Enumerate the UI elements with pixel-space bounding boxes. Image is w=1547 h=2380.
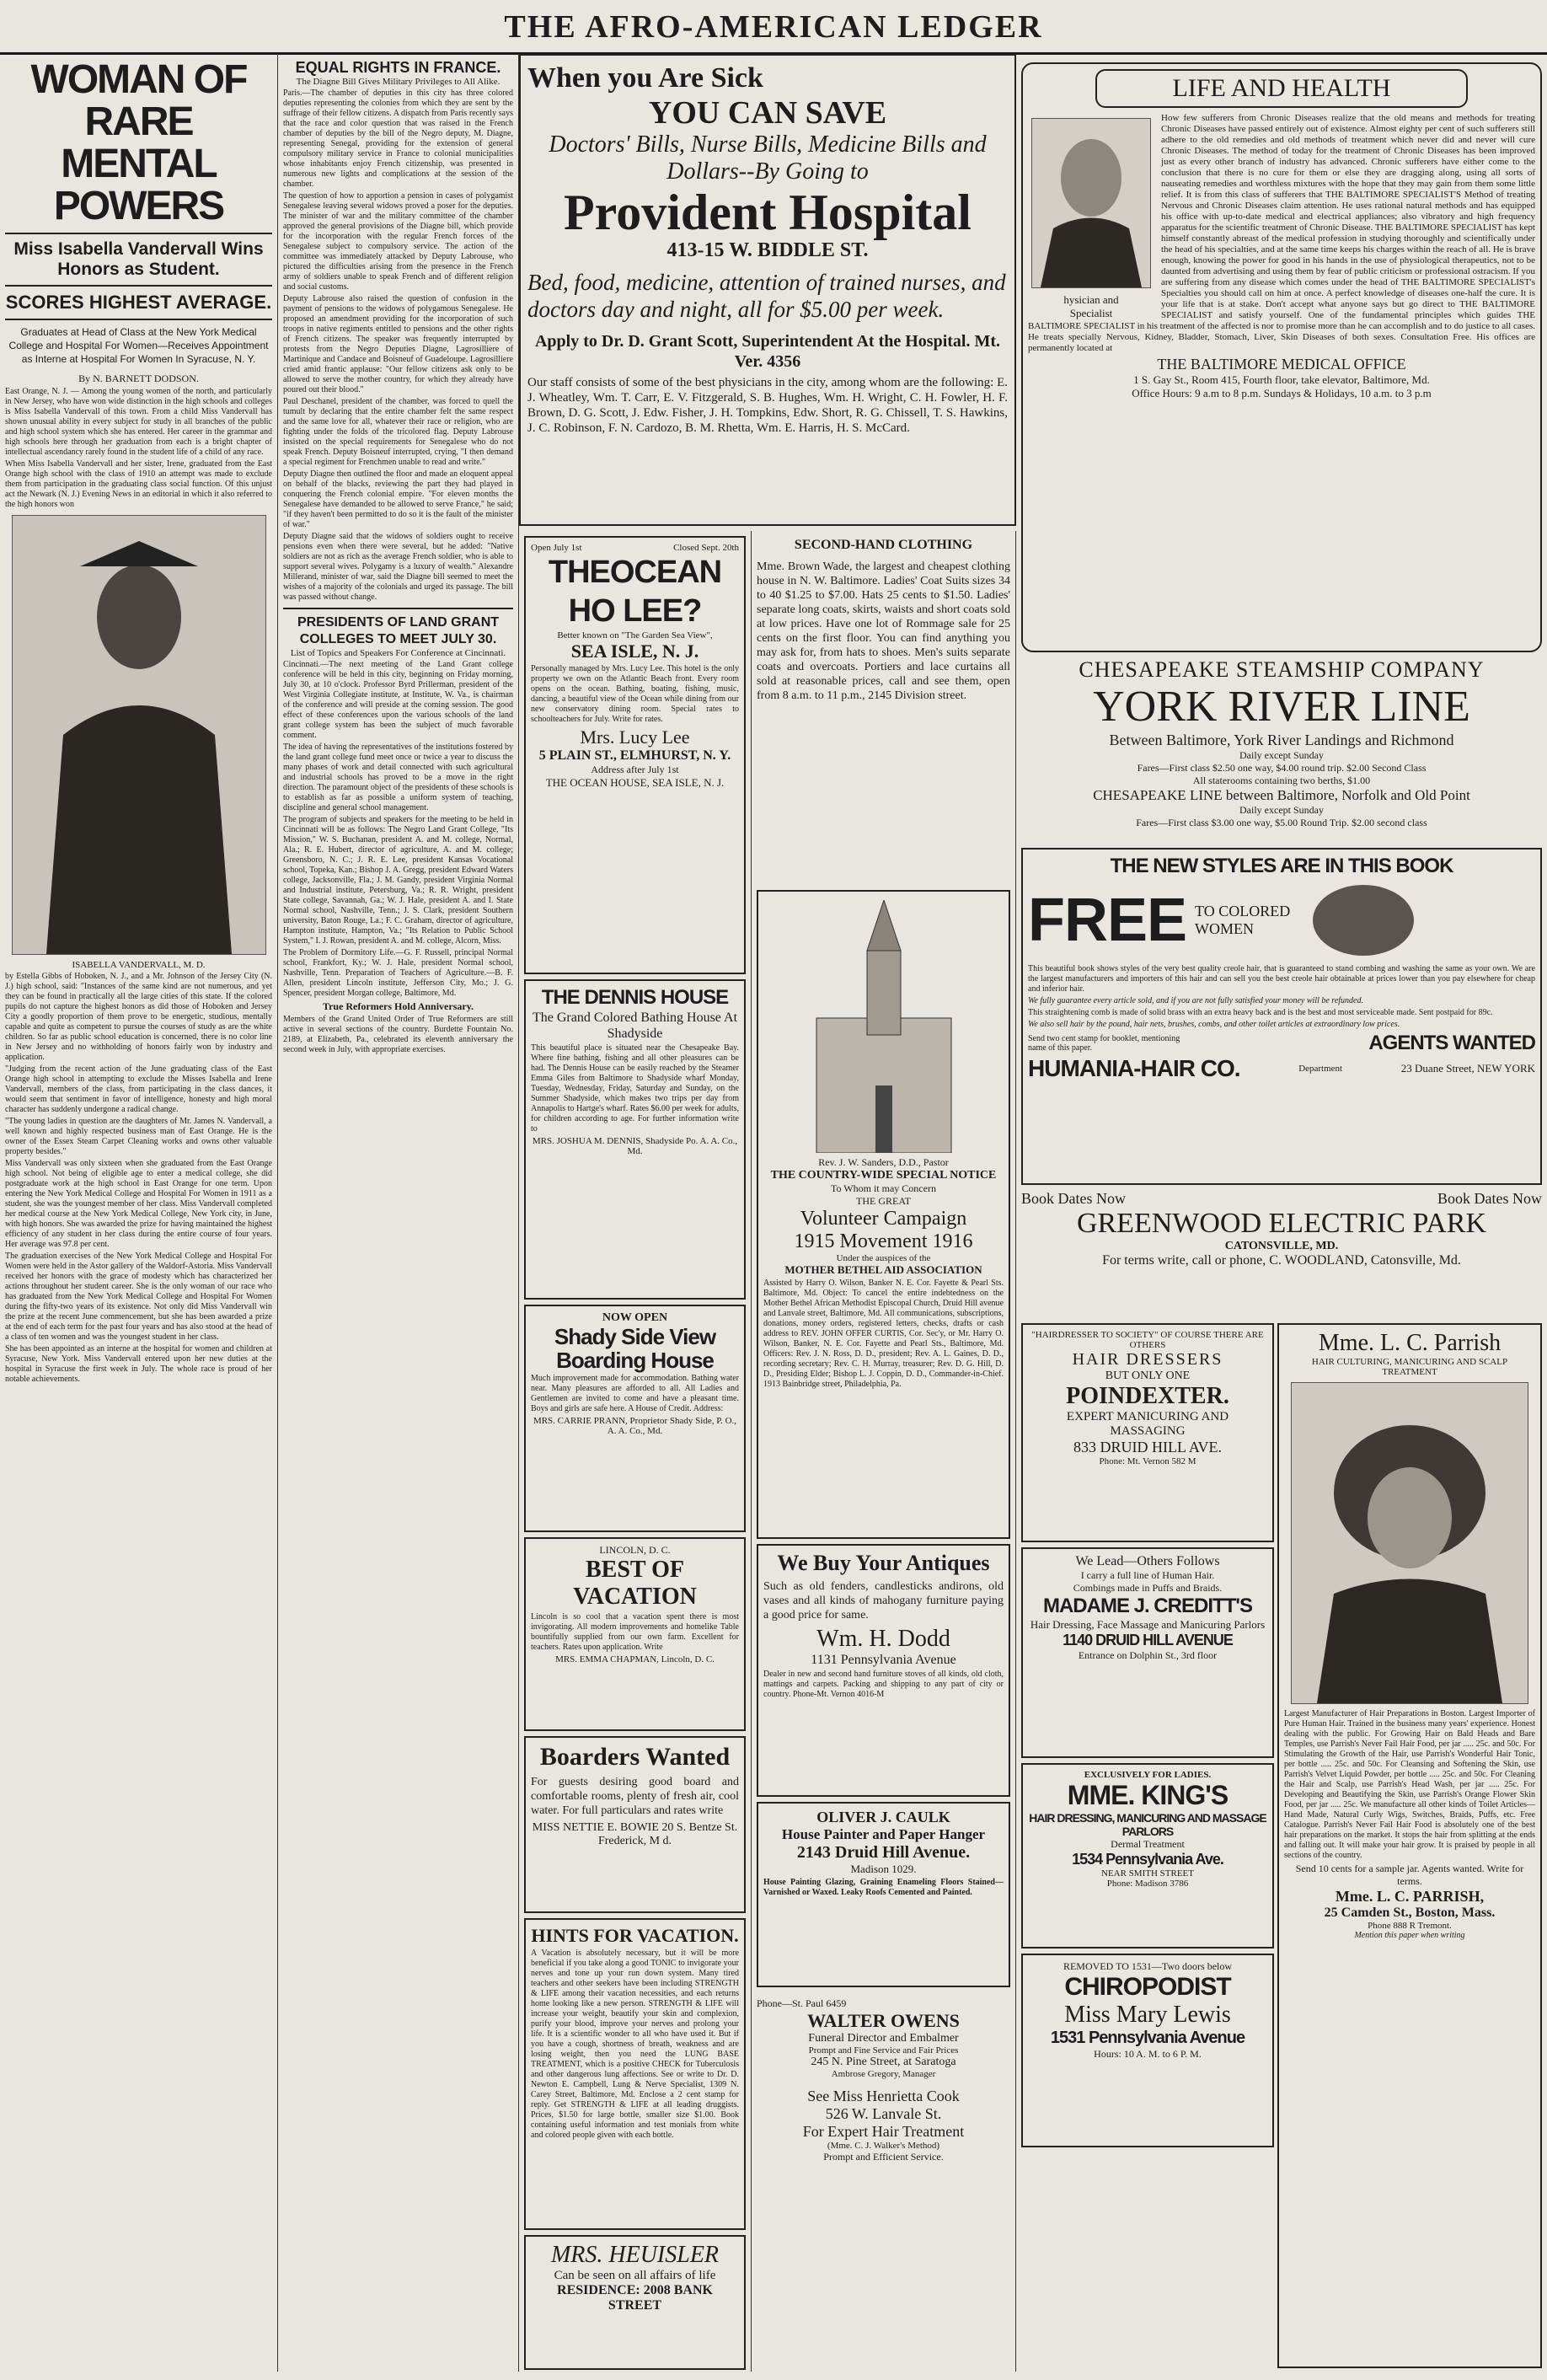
york-river-line: YORK RIVER LINE	[1093, 683, 1470, 731]
hospital-name: Provident Hospital	[564, 185, 972, 240]
chiropodist-ad	[1021, 1954, 1274, 2147]
dennis-house-ad	[524, 979, 746, 1300]
hair-top: THE NEW STYLES ARE IN THIS BOOK	[1110, 855, 1453, 877]
parrish-phone: Phone 888 R Tremont.	[1368, 1921, 1452, 1931]
clothing-body: Mme. Brown Wade, the largest and cheapest clothing house in N. W. Baltimore. Ladies' Coat Suits sizes 34 to 40 $1.25 to $7.00. Hats 25 cents to $1.50. Ladies' separate long coats, skirts, waists and short coats sold at low prices. Have one lot of Rommage sale for 25 cents on the first floor. You can find anything you may ask for, from hats to shoes. Men's suits separate coats and overcoats. Portiers and lace curtains all sold at reasonable prices, call and see them, open from 8 a.m. to 11 p.m., 2145 Division street.	[757, 560, 1010, 702]
book-dates-left: Book Dates Now	[1021, 1190, 1126, 1207]
clothing-ad	[757, 531, 1010, 885]
owens-ad	[757, 1992, 1010, 2360]
vacation-ad	[524, 1537, 746, 1731]
park-place: CATONSVILLE, MD.	[1224, 1240, 1339, 1252]
church-notice	[757, 890, 1010, 1539]
heuisler-name: MRS. HEUISLER	[550, 2242, 720, 2268]
aid-association: MOTHER BETHEL AID ASSOCIATION	[784, 1263, 982, 1276]
shady-contact: MRS. CARRIE PRANN, Proprietor Shady Side, P. O., A. A. Co., Md.	[533, 1416, 737, 1436]
ocean-after2: THE OCEAN HOUSE, SEA ISLE, N. J.	[545, 776, 725, 789]
article-text: Paul Deschanel, president of the chamber, was forced to quell the tumult by declaring that the entire chamber felt the same respect and the same love for all, whatever their race or religion, who are fighting under the folds of the tricolored flag. Deputy Labrouse insisted on the special requirements for Senegalese who do not speak French. Deputy Boisneuf interrupted, crying, "I then demand a special regiment for Frenchmen unable to read and write."	[283, 397, 513, 467]
ocean-body: Personally managed by Mrs. Lucy Lee. This hotel is the only property we own on the Atlantic Beach front. Every room opens on the ocean. Bathing, boating, fishing, music, dancing, a beautiful view of the Ocean while dining from our new conservatory dining room. Special rates to schoolteachers for July. Write for rates.	[531, 664, 739, 724]
col5-left-ads	[1021, 1318, 1274, 2152]
antiques-head: We Buy Your Antiques	[777, 1551, 990, 1575]
column-1	[0, 54, 278, 2372]
hair-to: TO COLORED WOMEN	[1195, 903, 1291, 937]
column-5	[1016, 54, 1547, 2372]
hints-body: A Vacation is absolutely necessary, but it will be more beneficial if you take along a good TONIC to invigorate your nerves and tone up your run down system. Many tired teachers and other seekers have been including STRENGTH & LIFE among their vacation necessities, and each returns home looking like a new person. STRENGTH & LIFE will increase your weight, beautify your skin and complexion, purify your blood, improve your nerves and prolong your life. It is a scientific wonder to all who have used it. But if you have a cough, shortness of breath, weakness and are losing weight, then you need the LUNG BASE TREATMENT, which is a positive CHECK for Tuberculosis and other dangerous lung affections. See or write to Dr. D. Newton E. Campbell, Lung & Nerve Specialist, 1309 N. Carey Street, Baltimore, Md. Enclose a 2 cent stamp for reply. Get STRENGTH & LIFE at all leading druggists. Prices, $1.50 for large bottle, smaller size $1.00. Book containing useful information and test monials from white and colored people given with each bottle.	[531, 1948, 739, 2140]
deck-france: The Diagne Bill Gives Military Privileges to All Alike.	[296, 77, 500, 87]
article-text: The program of subjects and speakers for the meeting to be held in Cincinnati will be as follows: The Negro Land Grant College, "Its Mission," W. S. Buchanan, president A. and M. college, Normal, Ala.; R. E. Hubert, director of agriculture, A. and M. college; Greensboro, N. C.; J. R. E. Lee, president Kansas Vocational school, Topeka, Kan.; Bishop J. A. Gregg, president Edward Waters college, Jacksonville, Fla.; J. M. Gandy, president Virginia Normal and Industrial institute, Petersburg, Va.; R. R. Wright, president State college, Savannah, Ga.; W. J. Hale, president A. and I. State Normal school, Nashville, Tenn.; J. S. Clark, president Southern university, Baton Rouge, La.; F. C. Graham, director of agriculture, Hampton institute, Hampton, Va.; "Its Relation to Public School System," I. J. Rowan, president A. and M. college, Alcorn, Miss.	[283, 815, 513, 946]
association-body: Assisted by Harry O. Wilson, Banker N. E. Cor. Fayette & Pearl Sts. Baltimore, Md. Object: To cancel the entire indebtedness on the Mother Bethel African Methodist Episcopal Church, Druid Hill avenue and Lanvale street, Baltimore, Md. All communications, subscriptions, donations, money orders, registered letters, checks, drafts or cash address to REV. JOHN OFFER CURTIS, Cor. Sec'y, or Mr. Harry O. Wilson, Banker, N. E. Cor. Fayette and Pearl Sts., Baltimore, Md. Officers: Rev. J. N. Ross, D. D., president; Rev. A. L. Gaines, D. D., recording secretary; Rev. C. H. Murray, treasurer; Rev. D. G. Hill, D. D., Presiding Elder; Bishop L. J. Coppin, D. D., Commander-in-Chief. 1913 Bainbridge street, Philadelphia, Pa.	[763, 1278, 1004, 1389]
parrish-ad	[1277, 1323, 1542, 2368]
ocean-name: THEOCEAN HO LEE?	[548, 555, 722, 629]
church-great: THE GREAT	[856, 1195, 911, 1207]
article-text: The question of how to apportion a pension in cases of polygamist Senegalese leaving several widows proved a poser for the deputies. The minister of war and the military committee of the chamber approved the general provisions of the Diagne bill, which provide for the incorporation with the regular French forces of the Senegalese subject to compulsory service. The action of the committee was immediately attacked by Deputy Labrouse, who pictured the difficulties arising from the presence in the French army of soldiers unable to speak French and of different religion and social customs.	[283, 191, 513, 292]
poindexter-address: 833 DRUID HILL AVE.	[1073, 1439, 1222, 1455]
dodd-name: Wm. H. Dodd	[816, 1626, 950, 1652]
creditt-carry: I carry a full line of Human Hair.	[1080, 1569, 1215, 1581]
article-text: The idea of having the representatives of the institutions fostered by the land grant college fund meet once or twice a year to discuss the many phases of work and detail connected with such agricultural and industrial schools has proved to be a move in the right direction. The paramount object of the presidents of these schools is to establish as far as possible a uniform system of teaching, discipline and general school management.	[283, 742, 513, 812]
column-2	[278, 54, 519, 2372]
heuisler-ad	[524, 2235, 746, 2370]
vacation-body: Lincoln is so cool that a vacation spent there is most invigorating. All modern improvements and homelike Table bountifully supplied from our own farm. Excellent for teachers. Rates upon application. Write	[531, 1612, 739, 1652]
specialist-caption-2: Specialist	[1069, 307, 1113, 319]
ocean-elmhurst: 5 PLAIN ST., ELMHURST, N. Y.	[538, 748, 731, 763]
creditt-comb: Combings made in Puffs and Braids.	[1073, 1582, 1223, 1594]
subhead-vandervall: Miss Isabella Vandervall Wins Honors as Student.	[13, 239, 264, 279]
king-ad	[1021, 1763, 1274, 1948]
caulk-name: OLIVER J. CAULK	[816, 1809, 950, 1825]
article-text: "The young ladies in question are the daughters of Mr. James N. Vandervall, a well known and highly respected business man of East Orange. He is the owner of the Essex Steam Carpet Cleaning works and owns other valuable property besides."	[5, 1117, 272, 1156]
church-to: To Whom it may Concern	[831, 1182, 936, 1194]
hospital-ad	[519, 54, 1016, 526]
park-terms: For terms write, call or phone, C. WOODLAND, Catonsville, Md.	[1102, 1253, 1461, 1268]
poindexter-hair: HAIR DRESSERS	[1072, 1350, 1223, 1369]
headline-woman: WOMAN OF RARE	[30, 57, 247, 144]
cook-address: 526 W. Lanvale St.	[825, 2105, 942, 2122]
chiropodist-hours: Hours: 10 A. M. to 6 P. M.	[1094, 2048, 1202, 2060]
specialist-portrait	[1031, 118, 1151, 288]
cook-prompt: Prompt and Efficient Service.	[823, 2151, 944, 2163]
ocean-house-ad	[524, 536, 746, 974]
poindexter-ad	[1021, 1323, 1274, 1542]
ocean-closed: Closed Sept. 20th	[673, 543, 739, 553]
life-health-body: How few sufferers from Chronic Diseases realize that the old means and methods for treating Chronic Diseases have passed entirely out of existence. Almost eighty per cent of such sufferers still adhere to the old remedies and old methods of treatment which never did and never will cure Chronic Diseases. The method of today for the treatment of Chronic Diseases has been improved just as every other branch of industry has advanced. Chronic sufferers have either come to the conclusion that there is no cure for them or else they are dragging along, using all sorts of nauseating remedies and worthless mixtures with the hope that they may gain from them some little relief. It is from this class of sufferers that THE BALTIMORE SPECIALIST'S Method of treating Nervous and Chronic Diseases claim attention. He uses rational natural methods and has equipped his office with up-to-date medical and electrical appliances; also vibratory and high frequency apparatus for the scientific treatment of Chronic Disease. THE BALTIMORE SPECIALIST has kept himself constantly abreast of the medical profession in studying thoroughly and scientifically under the head of his specialties, and at the same time keeps his charges within the reach of all. He is brave enough, knowing the power for good in his hands in the use of physiological therapeutics, not to be daunted from advertising and using them by fear of public criticism or professional ostracism. If you are suffering from any disease which comes under the head of THE BALTIMORE SPECIALIST's Specialties you should call on him at once. A perfect knowledge of diseases one-half the cure. It is your life that is at stake. Don't accept what anyone says but go direct to THE BALTIMORE SPECIALIST and satisfy yourself. One of the fundamental principles which guides THE BALTIMORE SPECIALIST in his treatment of the affected is nor to promise more than he can accomplish and to do justice to all cases. He treats specially Nervous, Kidney, Bladder, Stomach, Liver, Skin Diseases of both sexes. Consultation Free. His offices are permanently located at	[1028, 113, 1535, 353]
chesapeake-line: CHESAPEAKE LINE between Baltimore, Norfolk and Old Point	[1093, 787, 1470, 803]
life-health-title: LIFE AND HEALTH	[1095, 69, 1468, 108]
creditt-ad	[1021, 1547, 1274, 1758]
poindexter-sub: EXPERT MANICURING AND MASSAGING	[1066, 1410, 1229, 1438]
clothing-head: SECOND-HAND CLOTHING	[794, 538, 973, 552]
cook-line: See Miss Henrietta Cook	[807, 2088, 960, 2104]
hair-guarantee: We fully guarantee every article sold, and if you are not fully satisfied your money will be refunded.	[1028, 996, 1363, 1005]
parrish-portrait	[1291, 1382, 1528, 1704]
ocean-open: Open July 1st	[531, 543, 582, 553]
hair-free: FREE	[1028, 887, 1187, 954]
king-near: NEAR SMITH STREET	[1101, 1868, 1194, 1879]
owens-address: 245 N. Pine Street, at Saratoga	[811, 2056, 956, 2068]
church-icon	[808, 900, 960, 1153]
graduate-portrait	[12, 515, 266, 955]
article-text: Deputy Diagne said that the widows of soldiers ought to receive pensions even when there were several, but he added: "Native soldiers are not as rich as the average French soldier, who is able to support several wives. Polygamy is a luxury of wealth." Alexandre Millerand, minister of war, said the Diagne bill seemed to meet the wishes of a majority of the colonials and urged its passage. The bill was passed without change.	[283, 532, 513, 602]
poindexter-head: "HAIRDRESSER TO SOCIETY" OF COURSE THERE ARE OTHERS	[1031, 1330, 1264, 1350]
article-text: by Estella Gibbs of Hoboken, N. J., and a Mr. Johnson of the Jersey City (N. J.) high school, said: "Instances of the same kind are not numerous, and yet they can be found in practically all the large cities of this state. If the colored pupils do not capture the highest honors as did those of Hoboken and Jersey City a goodly proportion of them prove to be energetic, studious, mentally capable and quite as competent to pursue the courses of study as are the white children. So far as public school education is concerned, there is no color line in New Jersey and no withholding of honors fairly won by industry and application.	[5, 972, 272, 1062]
hair-dept: Department	[1298, 1064, 1343, 1074]
ocean-known: Better known on "The Garden Sea View",	[557, 630, 713, 641]
steamship-ad	[1021, 657, 1542, 843]
greenwood-park-ad	[1021, 1190, 1542, 1300]
hospital-line-sick: When you Are Sick	[527, 62, 763, 94]
owens-manager: Ambrose Gregory, Manager	[831, 2069, 936, 2079]
ocean-proprietor: Mrs. Lucy Lee	[580, 726, 690, 748]
hair-company: HUMANIA-HAIR CO.	[1028, 1055, 1240, 1081]
movement-title: 1915 Movement 1916	[794, 1230, 973, 1252]
parrish-body: Largest Manufacturer of Hair Preparations in Boston. Largest Importer of Pure Human Hair. Trained in the business many years' experience. Honest dealing with the public. For Growing Hair on Bald Heads and Bare Temples, use Parrish's Never Fail Hair Food, per jar ..... 25c. and 50c. For Stimulating the Growth of the Hair, use Parrish's Wonderful Hair Tonic, per bottle ..... 25c. and 50c. For Cleansing and Softening the Skin, use Parrish's Velvet Liquid Powder, per bottle ..... 25c. and 50c. For Cleaning the Hair and Scalp, use Parrish's Head Wash, per jar ..... 25c. For Developing and Beautifying the Skin, use Parrish's Orange Flower Skin Food, per jar ..... 25c. We manufacture all other kinds of Toilet Articles—Hand Made, Natural Curly Wigs, Switches, Braids, Puffs, etc. Free Catalogue. Parrish's Never Fail Hair Food is absolutely one of the best hair preparations on the market. It stops the hair from splitting at the ends and falling out. It will make your hair grow. It is praised by people in all sections of the country.	[1284, 1709, 1535, 1860]
article-text: "Judging from the recent action of the June graduating class of the East Orange high school in attempting to exclude the Misses Isabella and Irene Vandervall, members of the class, from participating in the class dances, it would seem that sentiment in favor of intelligence, honesty and high moral character has suddenly undergone a radical change.	[5, 1064, 272, 1114]
parrish-send: Send 10 cents for a sample jar. Agents wanted. Write for terms.	[1295, 1863, 1524, 1887]
headline-france: EQUAL RIGHTS IN FRANCE.	[295, 59, 501, 76]
boarders-contact: MISS NETTIE E. BOWIE 20 S. Bentze St. Frederick, M d.	[532, 1821, 738, 1847]
article-text: Deputy Labrouse also raised the question of confusion in the payment of pensions to the widows of polygamous Senegalese. He proposed an amendment providing for the incorporation of such troops in native regiments entitled to pensions and the other rights of French citizens. The speaker was frequently interrupted by protests from the Negro Deputies Diagne, Lagrosilliere of Martinique and Candace and Boisneuf of Guadeloupe. Lagrosilliere cried amid frantic applause: "Our fellow citizens ask only to be allowed to serve the mother country, for which they already have poured out their blood."	[283, 294, 513, 394]
vacation-name: BEST OF VACATION	[573, 1557, 697, 1610]
life-health-office: THE BALTIMORE MEDICAL OFFICE	[1157, 356, 1406, 373]
antiques-ad	[757, 1544, 1010, 1797]
auspices: Under the auspices of the	[836, 1253, 931, 1263]
vacation-top: LINCOLN, D. C.	[599, 1544, 671, 1556]
cook-treatment: For Expert Hair Treatment	[802, 2123, 965, 2140]
caulk-ad	[757, 1802, 1010, 1987]
subhead-scores: SCORES HIGHEST AVERAGE.	[5, 292, 272, 313]
king-exclusive: EXCLUSIVELY FOR LADIES.	[1084, 1770, 1212, 1780]
dennis-body: This beautiful place is situated near the Chesapeake Bay. Where fine bathing, fishing and all other pleasures can be had. The Dennis House can be easily reached by the Steamer Emma Giles from Baltimore to Shadyside wharf Monday, Tuesday, Wednesday, Friday, Saturday and Sunday, on the Summer Shadyside, which makes two trips per day from Annapolis to Hartge's wharf. Rates $6.00 per week for adults, for children according to age. For further information write to	[531, 1043, 739, 1134]
article-text: Cincinnati.—The next meeting of the Land Grant college conference will be held in this city, beginning on Friday morning, July 30, at 10 o'clock. Professor Byrd Prillerman, president of the West Virginia Collegiate institute, at Institute, W. Va., is chairman of the conference and will preside at the coming session. The good effect of these conferences upon the various schools of the land grant college system has been the subject of much favorable comment.	[283, 660, 513, 740]
article-text: East Orange, N. J. — Among the young women of the north, and particularly in New Jersey, who have won wide distinction in the high schools and colleges is Miss Isabella Vandervall of this town. From a child Miss Vandervall has shown unusual ability in every subject for study in all branches of the public and high school system which she has entered. Her career in the grammar and high schools here through her graduation from each is a bright chapter of intellectual ascendancy rarely found in the student life of a child of any race.	[5, 387, 272, 457]
hair-address: 23 Duane Street, NEW YORK	[1400, 1062, 1535, 1075]
photo-caption: ISABELLA VANDERVALL, M. D.	[72, 960, 206, 970]
church-caption: Rev. J. W. Sanders, D.D., Pastor	[818, 1156, 949, 1168]
article-text: Paris.—The chamber of deputies in this city has three colored deputies representing the colonies from which they are sent by the suffrage of their fellow citizens. A dispatch from Paris recently says that the race and color question that was raised in the French chamber of deputies by the bill of the Negro deputy, M. Diagne, representing Senegal, providing for the extension of general compulsory military service in France to colonial municipalities whose inhabitants enjoy French citizenship, was presented in numerous new lights and complications at the session of the chamber.	[283, 88, 513, 189]
humania-hair-ad	[1021, 848, 1542, 1185]
caulk-sub: House Painter and Paper Hanger	[781, 1826, 986, 1842]
hair-agents: AGENTS WANTED	[1368, 1032, 1535, 1054]
hints-name: HINTS FOR VACATION.	[531, 1925, 739, 1946]
owens-body: Prompt and Fine Service and Fair Prices	[808, 2045, 959, 2056]
hair-body: This beautiful book shows styles of the very best quality creole hair, that is guaranteed to stand combing and washing the same as your own. We are the largest manufacturers and importers of this hair and can sell you the best creole hair obtainable at prices lower than you pay elsewhere for cheap and inferior hair.	[1028, 964, 1535, 994]
boarders-body: For guests desiring good board and comfortable rooms, plenty of fresh air, cool water. For full particulars and rates write	[531, 1776, 739, 1817]
book-dates-right: Book Dates Now	[1437, 1190, 1542, 1207]
cook-walker: (Mme. C. J. Walker's Method)	[827, 2141, 940, 2151]
ocean-after: Address after July 1st	[591, 764, 679, 775]
caulk-phone: Madison 1029.	[850, 1863, 917, 1875]
article-text: Miss Vandervall was only sixteen when she graduated from the East Orange high school. Not being of eligible age to enter a medical college, she did postgraduate work at the high school in East Orange for one term. Upon entering the New York Medical College and Hospital For Women in 1911 as a student, she was the youngest member of her class. Miss Vandervall completed her medical course at the New York Medical College, New York city, in June, with high honors. She was awarded the prize for having maintained the highest efficiency of any student in her class during the entire course of four years. Her average was 97.8 per cent.	[5, 1159, 272, 1249]
caulk-body: House Painting Glazing, Graining Enameling Floors Stained—Varnished or Waxed. Leaky Roofs Cemented and Painted.	[763, 1878, 1004, 1897]
hair-illustration	[1304, 878, 1422, 962]
antiques-body: Such as old fenders, candlesticks andirons, old vases and all kinds of mahogany furniture paying a good price for same.	[763, 1580, 1004, 1622]
vacation-contact: MRS. EMMA CHAPMAN, Lincoln, D. C.	[555, 1654, 715, 1664]
portrait-drawing	[13, 516, 265, 954]
hair-send: Send two cent stamp for booklet, mentioning name of this paper.	[1028, 1034, 1180, 1053]
heuisler-body: Can be seen on all affairs of life	[554, 2269, 716, 2282]
article-text: The Problem of Dormitory Life.—G. F. Russell, principal Normal school, Frankfort, Ky.; W. J. Hale, president Normal school, Nashville, Tenn. Preparation of Teachers of Agriculture.—B. F. Allen, president Lincoln institute, Jefferson City, Mo.; J. G. Spencer, president Morgan college, Baltimore, Md.	[283, 948, 513, 998]
life-health-hours: Office Hours: 9 a.m to 8 p.m. Sundays & Holidays, 10 a.m. to 3 p.m	[1132, 387, 1432, 399]
masthead	[0, 0, 1547, 55]
headline-true-reformers: True Reformers Hold Anniversary.	[322, 1000, 474, 1012]
dennis-name: THE DENNIS HOUSE	[541, 986, 729, 1009]
dennis-sub: The Grand Colored Bathing House At Shadyside	[532, 1010, 738, 1041]
specialist-caption-1: hysician and	[1063, 293, 1119, 306]
hair-icon	[1304, 878, 1422, 962]
creditt-entrance: Entrance on Dolphin St., 3rd floor	[1078, 1649, 1218, 1661]
york-daily: Daily except Sunday	[1239, 749, 1324, 761]
king-sub: HAIR DRESSING, MANICURING AND MASSAGE PARLORS	[1029, 1811, 1266, 1838]
headline-land-grant: PRESIDENTS OF LAND GRANT COLLEGES TO MEET JULY 30.	[297, 615, 500, 646]
deck-land-grant: List of Topics and Speakers For Conference at Cincinnati.	[290, 648, 506, 658]
hospital-apply: Apply to Dr. D. Grant Scott, Superintendent At the Hospital. Mt. Ver. 4356	[534, 332, 1001, 371]
steamship-company: CHESAPEAKE STEAMSHIP COMPANY	[1079, 657, 1485, 682]
king-phone: Phone: Madison 3786	[1106, 1879, 1189, 1889]
chesapeake-fares: Fares—First class $3.00 one way, $5.00 Round Trip. $2.00 second class	[1136, 817, 1427, 828]
creditt-lead: We Lead—Others Follows	[1075, 1554, 1220, 1568]
shady-open: NOW OPEN	[602, 1311, 668, 1324]
hair-comb: This straightening comb is made of solid brass with an extra heavy back and is the best and most serviceable made. Sent postpaid for 89c.	[1028, 1008, 1493, 1017]
parrish-mention: Mention this paper when writing	[1354, 1931, 1465, 1940]
shady-body: Much improvement made for accommodation. Bathing water near. Many pleasures are afforded to all. All Ladies and Gentlemen are invited to come and have a pleasant time. Boys and girls are safe here. A House of Credit. Address:	[531, 1374, 739, 1413]
heuisler-residence: RESIDENCE: 2008 BANK STREET	[557, 2283, 713, 2313]
owens-phone: Phone—St. Paul 6459	[757, 1997, 847, 2009]
dennis-contact: MRS. JOSHUA M. DENNIS, Shadyside Po. A. A. Co., Md.	[532, 1136, 738, 1156]
parrish-drawing	[1292, 1383, 1528, 1703]
king-address: 1534 Pennsylvania Ave.	[1072, 1851, 1223, 1868]
york-rooms: All staterooms containing two berths, $1.00	[1192, 775, 1371, 786]
deck: Graduates at Head of Class at the New York Medical College and Hospital For Women—Receives Appointment as Interne at Hospital For Women In Syracuse, N. Y.	[8, 326, 269, 365]
creditt-sub: Hair Dressing, Face Massage and Manicuring Parlors	[1030, 1618, 1266, 1631]
chiropodist-address: 1531 Pennsylvania Avenue	[1050, 2029, 1245, 2047]
king-name: MME. KING'S	[1067, 1780, 1228, 1810]
park-name: GREENWOOD ELECTRIC PARK	[1076, 1208, 1487, 1239]
divider	[5, 285, 272, 287]
creditt-address: 1140 DRUID HILL AVENUE	[1063, 1632, 1233, 1648]
chesapeake-daily: Daily except Sunday	[1239, 804, 1324, 816]
parrish-name: Mme. L. C. Parrish	[1318, 1330, 1502, 1356]
boarders-name: Boarders Wanted	[539, 1743, 731, 1771]
poindexter-phone: Phone: Mt. Vernon 582 M	[1099, 1456, 1196, 1466]
parrish-sub: HAIR CULTURING, MANICURING AND SCALP TREATMENT	[1311, 1357, 1508, 1377]
parrish-mme: Mme. L. C. PARRISH,	[1335, 1888, 1485, 1905]
hospital-pitch: Bed, food, medicine, attention of trained nurses, and doctors day and night, all for $5.00 per week.	[527, 270, 1006, 322]
poindexter-name: POINDEXTER.	[1066, 1383, 1229, 1409]
life-health-address: 1 S. Gay St., Room 415, Fourth floor, take elevator, Baltimore, Md.	[1133, 373, 1430, 386]
specialist-drawing	[1032, 119, 1150, 287]
hair-also: We also sell hair by the pound, hair nets, brushes, combs, and other toilet articles at extraordinary low prices.	[1028, 1020, 1400, 1029]
york-between: Between Baltimore, York River Landings and Richmond	[1109, 732, 1454, 748]
chiropodist-removed: REMOVED TO 1531—Two doors below	[1063, 1960, 1233, 1972]
ocean-place: SEA ISLE, N. J.	[570, 641, 699, 662]
boarders-ad	[524, 1736, 746, 1913]
article-text: The graduation exercises of the New York Medical College and Hospital For Women were held in the Astor gallery of the Waldorf-Astoria. Miss Vandervall received her honors with the grace of modesty which has characterized her actions throughout her student career. She is the only woman of our race who has graduated from the New York Medical College and Hospital For Women during the fifty-two years of its existence. Not only did Miss Vandervall win the prize at the recent June commencement, but she has been awarded a prize at the end of each term for the past four years and has also stood at the head of a class of ten women and was the youngest student in her class.	[5, 1252, 272, 1342]
hospital-address: 413-15 W. BIDDLE ST.	[666, 239, 869, 261]
dodd-address: 1131 Pennsylvania Avenue	[811, 1653, 956, 1667]
shady-name: Shady Side View Boarding House	[554, 1324, 716, 1373]
article-text: When Miss Isabella Vandervall and her sister, Irene, graduated from the East Orange high school with the class of 1910 an attempt was made to exclude them from participation in the graduating class social function. Of this unjust act the Newark (N. J.) Evening News in an editorial in which it also referred to the high honors won	[5, 459, 272, 509]
life-health-ad	[1021, 62, 1542, 652]
volunteer-title: Volunteer Campaign	[800, 1208, 967, 1230]
headline-mental: MENTAL POWERS	[53, 142, 224, 228]
masthead-name: THE AFRO-AMERICAN LEDGER	[504, 9, 1043, 45]
owens-sub: Funeral Director and Embalmer	[808, 2032, 959, 2045]
poindexter-but: BUT ONLY ONE	[1105, 1370, 1191, 1382]
chiropodist-name: CHIROPODIST	[1064, 1973, 1231, 2001]
owens-name: WALTER OWENS	[807, 2010, 960, 2031]
shady-side-ad	[524, 1305, 746, 1532]
column-4	[752, 531, 1016, 2372]
hints-ad	[524, 1918, 746, 2230]
column-3	[519, 531, 752, 2372]
dodd-body: Dealer in new and second hand furniture stoves of all kinds, old cloth, mattings and carpets. Packing and shipping to any part of city or country. Phone-Mt. Vernon 4016-M	[763, 1670, 1004, 1699]
hospital-line-save: YOU CAN SAVE	[648, 95, 887, 131]
hospital-line-bills: Doctors' Bills, Nurse Bills, Medicine Bills and Dollars--By Going to	[549, 131, 987, 185]
article-text: Members of the Grand United Order of True Reformers are still active in several sections of the country. Burdette Fountain No. 2189, at Elizabeth, Pa., celebrated its eleventh anniversary the second week in July, with appropriate exercises.	[283, 1015, 513, 1054]
caulk-address: 2143 Druid Hill Avenue.	[796, 1843, 971, 1862]
divider	[5, 319, 272, 320]
byline: By N. BARNETT DODSON.	[78, 373, 199, 384]
parrish-address: 25 Camden St., Boston, Mass.	[1324, 1906, 1496, 1920]
creditt-name: MADAME J. CREDITT'S	[1042, 1595, 1253, 1617]
king-dermal: Dermal Treatment	[1111, 1838, 1185, 1850]
chiropodist-miss: Miss Mary Lewis	[1064, 2002, 1231, 2028]
church-notice-title: THE COUNTRY-WIDE SPECIAL NOTICE	[770, 1169, 997, 1182]
article-text: Deputy Diagne then outlined the floor and made an eloquent appeal on behalf of the blacks, reviewing the part they had played in conquering the French colonial empire. "For eleven months the Senegalese have demanded to be allowed to serve France," he said; "if they haven't been permitted to do so it is the fault of the minister of war."	[283, 469, 513, 529]
york-fares: Fares—First class $2.50 one way, $4.00 round trip. $2.00 Second Class	[1137, 762, 1427, 774]
divider	[283, 608, 513, 609]
hospital-staff: Our staff consists of some of the best physicians in the city, among whom are the following: E. J. Wheatley, Wm. T. Carr, E. V. Fitzgerald, S. B. Hughes, Wm. H. Wright, C. H. Fowler, H. F. Brown, D. G. Scott, J. Edw. Fisher, J. H. Tompkins, Edw. Short, R. G. Chissell, T. S. Hawkins, J. C. Robinson, F. N. Cardozo, B. M. Rhetta, Wm. E. Harris, H. S. McCard.	[527, 376, 1008, 435]
divider	[5, 233, 272, 234]
church-illustration	[808, 900, 960, 1153]
article-text: She has been appointed as an interne at the hospital for women and children at Syracuse, New York. Miss Vandervall entered upon her new duties at the hospital in Syracuse the first week in July. The whole race is proud of her notable achievements.	[5, 1344, 272, 1384]
